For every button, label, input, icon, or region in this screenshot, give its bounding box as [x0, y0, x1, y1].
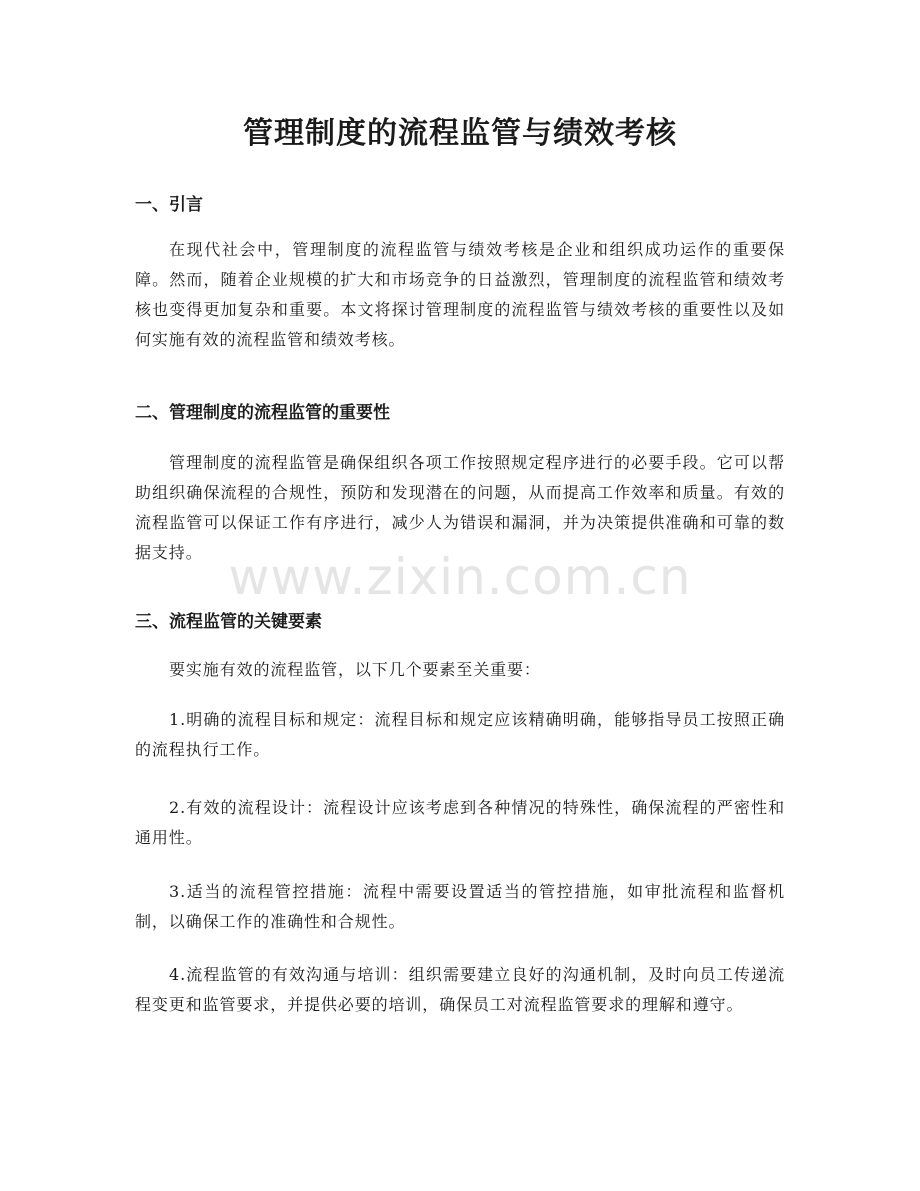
- watermark: www.zixin.com.cn: [228, 548, 692, 606]
- list-item-process-goals: 1.明确的流程目标和规定：流程目标和规定应该精确明确，能够指导员工按照正确的流程执行工作。: [135, 710, 785, 759]
- section-heading-importance: 二、管理制度的流程监管的重要性: [135, 403, 390, 423]
- paragraph-key-elements-intro: 要实施有效的流程监管，以下几个要素至关重要：: [169, 660, 541, 679]
- page-title: 管理制度的流程监管与绩效考核: [243, 116, 677, 151]
- paragraph-importance: 管理制度的流程监管是确保组织各项工作按照规定程序进行的必要手段。它可以帮助组织确保流程的合规性，预防和发现潜在的问题，从而提高工作效率和质量。有效的流程监管可以保证工作有序进行，减少人为错误和漏洞，并为决策提供准确和可靠的数据支持。: [135, 453, 785, 562]
- list-item-process-control: 3.适当的流程管控措施：流程中需要设置适当的管控措施，如审批流程和监督机制，以确保工作的准确性和合规性。: [135, 882, 785, 931]
- section-heading-key-elements: 三、流程监管的关键要素: [135, 612, 322, 632]
- section-heading-introduction: 一、引言: [135, 195, 203, 215]
- paragraph-introduction: 在现代社会中，管理制度的流程监管与绩效考核是企业和组织成功运作的重要保障。然而，随着企业规模的扩大和市场竞争的日益激烈，管理制度的流程监管和绩效考核也变得更加复杂和重要。本文将探讨管理制度的流程监管与绩效考核的重要性以及如何实施有效的流程监管和绩效考核。: [135, 240, 785, 349]
- list-item-communication-training: 4.流程监管的有效沟通与培训：组织需要建立良好的沟通机制，及时向员工传递流程变更和监管要求，并提供必要的培训，确保员工对流程监管要求的理解和遵守。: [135, 965, 785, 1014]
- list-item-process-design: 2.有效的流程设计：流程设计应该考虑到各种情况的特殊性，确保流程的严密性和通用性。: [135, 798, 785, 847]
